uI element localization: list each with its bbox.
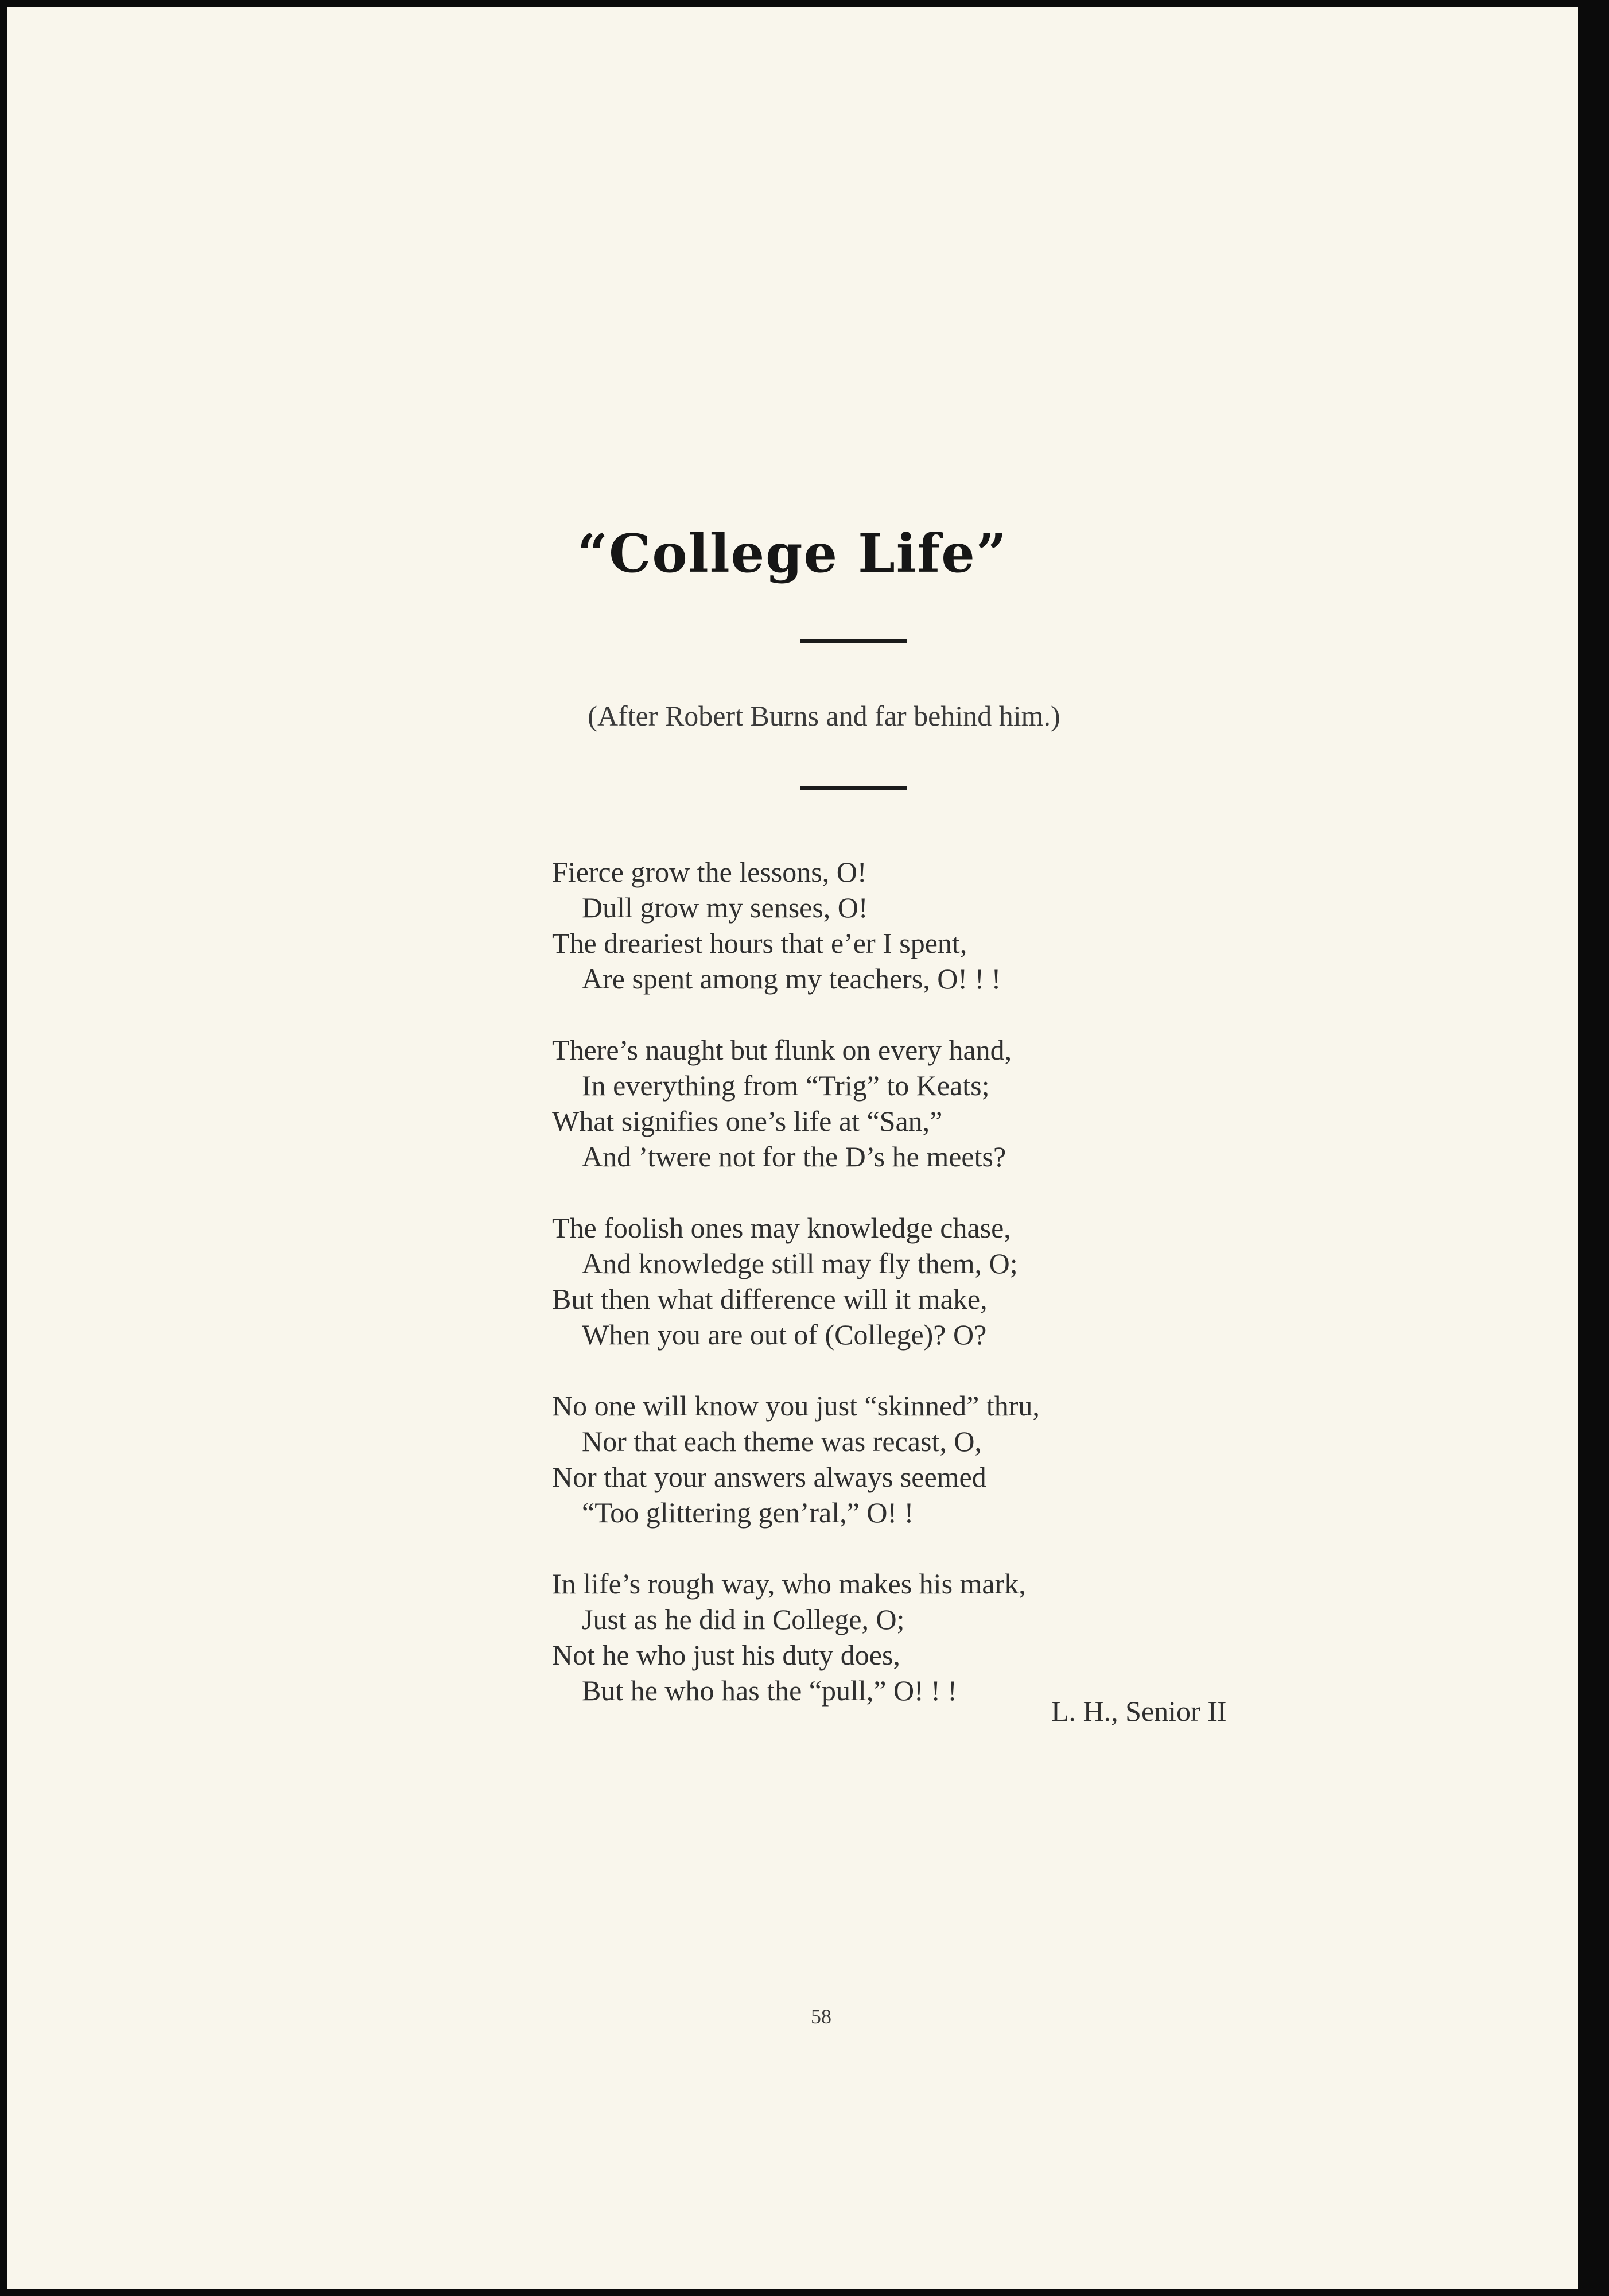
poem-subtitle: (After Robert Burns and far behind him.) bbox=[588, 700, 1060, 732]
poem-line: And ’twere not for the D’s he meets? bbox=[582, 1141, 1006, 1173]
poem-line: Are spent among my teachers, O! ! ! bbox=[582, 963, 1001, 995]
poem-line: When you are out of (College)? O? bbox=[582, 1318, 987, 1351]
poem-line: Nor that each theme was recast, O, bbox=[582, 1425, 982, 1457]
poem-line: Dull grow my senses, O! bbox=[582, 891, 868, 924]
subtitle-divider bbox=[800, 786, 907, 790]
poem-line: But he who has the “pull,” O! ! ! bbox=[582, 1674, 958, 1707]
poem-line: Just as he did in College, O; bbox=[582, 1603, 905, 1635]
poem-line: “Too glittering gen’ral,” O! ! bbox=[582, 1496, 914, 1529]
poem-line: There’s naught but flunk on every hand, bbox=[552, 1034, 1012, 1066]
poem-line: What signifies one’s life at “San,” bbox=[552, 1105, 943, 1137]
poem-line: In everything from “Trig” to Keats; bbox=[582, 1069, 990, 1102]
poem-line: The foolish ones may knowledge chase, bbox=[552, 1212, 1011, 1244]
stanza-3 bbox=[552, 1210, 1355, 1352]
poem-line: Not he who just his duty does, bbox=[552, 1639, 900, 1671]
poem-line: Nor that your answers always seemed bbox=[552, 1461, 986, 1493]
stanza-2 bbox=[552, 1032, 1355, 1174]
poem-line: And knowledge still may fly them, O; bbox=[582, 1247, 1018, 1279]
poem-body bbox=[552, 854, 1355, 1744]
poem-line: Fierce grow the lessons, O! bbox=[552, 856, 867, 888]
author-signature: L. H., Senior II bbox=[1051, 1695, 1227, 1727]
stanza-5 bbox=[552, 1566, 1355, 1708]
scan-border bbox=[1578, 0, 1609, 2296]
poem-title: “College Life” bbox=[577, 522, 1008, 584]
poem-line: The dreariest hours that e’er I spent, bbox=[552, 927, 967, 959]
title-divider bbox=[800, 639, 907, 643]
document-page bbox=[7, 7, 1578, 2289]
poem-line: But then what difference will it make, bbox=[552, 1283, 988, 1315]
poem-line: No one will know you just “skinned” thru, bbox=[552, 1390, 1040, 1422]
stanza-1 bbox=[552, 854, 1355, 996]
page-number: 58 bbox=[811, 2005, 831, 2028]
stanza-4 bbox=[552, 1388, 1355, 1530]
poem-line: In life’s rough way, who makes his mark, bbox=[552, 1568, 1026, 1600]
